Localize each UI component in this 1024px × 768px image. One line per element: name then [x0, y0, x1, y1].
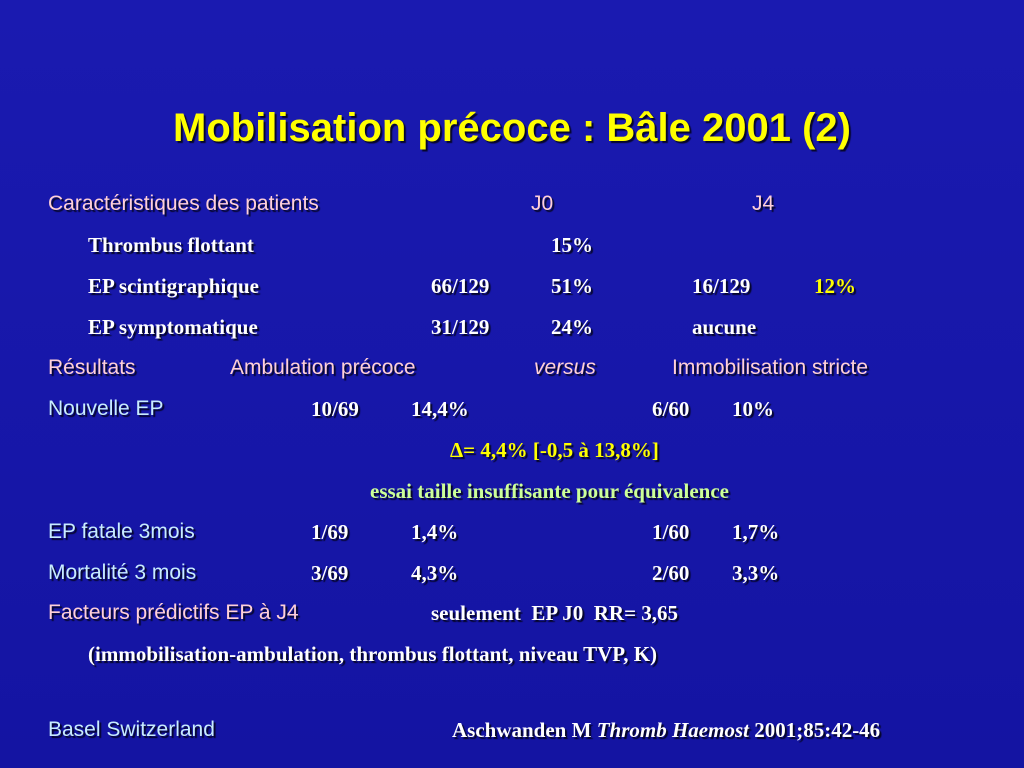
versus-label: versus — [534, 356, 596, 379]
citation-author: Aschwanden M — [452, 718, 597, 742]
column-j4: J4 — [752, 192, 775, 215]
new-ep-label: Nouvelle EP — [48, 397, 164, 420]
column-j0: J0 — [531, 192, 554, 215]
delta-icon: Δ — [450, 438, 464, 462]
row-ep-sympt-j0-pct: 24% — [551, 315, 593, 339]
citation-details: 2001;85:42-46 — [748, 718, 881, 742]
row-name-ep-sympt: EP symptomatique — [88, 315, 258, 339]
arm-b-label: Immobilisation stricte — [672, 356, 869, 379]
mortality-b-pct: 3,3% — [732, 561, 780, 585]
mortality-a-count: 3/69 — [311, 561, 349, 585]
delta-value: = 4,4% [-0,5 à 13,8%] — [463, 438, 659, 462]
mortality-label: Mortalité 3 mois — [48, 561, 197, 584]
row-ep-sympt-j0-count: 31/129 — [431, 315, 490, 339]
results-label: Résultats — [48, 356, 136, 379]
predictors-value: seulement EP J0 RR= 3,65 — [431, 601, 679, 625]
fatal-ep-b-pct: 1,7% — [732, 520, 780, 544]
row-ep-scinti-j4-pct: 12% — [814, 274, 856, 298]
characteristics-label: Caractéristiques des patients — [48, 192, 319, 215]
new-ep-a-pct: 14,4% — [411, 397, 469, 421]
equivalence-note: essai taille insuffisante pour équivalence — [370, 479, 729, 503]
delta-line — [450, 440, 659, 461]
row-name-thrombus: Thrombus flottant — [88, 233, 254, 257]
row-ep-sympt-j4-count: aucune — [692, 315, 757, 339]
row-ep-scinti-j4-count: 16/129 — [692, 274, 751, 298]
mortality-a-pct: 4,3% — [411, 561, 459, 585]
fatal-ep-b-count: 1/60 — [652, 520, 690, 544]
fatal-ep-a-pct: 1,4% — [411, 520, 459, 544]
new-ep-a-count: 10/69 — [311, 397, 359, 421]
slide-title: Mobilisation précoce : Bâle 2001 (2) — [173, 106, 851, 150]
predictors-label: Facteurs prédictifs EP à J4 — [48, 601, 299, 624]
row-ep-scinti-j0-pct: 51% — [551, 274, 593, 298]
arm-a-label: Ambulation précoce — [230, 356, 416, 379]
row-thrombus-j0-pct: 15% — [551, 233, 593, 257]
predictors-detail: (immobilisation-ambulation, thrombus flottant, niveau TVP, K) — [88, 642, 658, 666]
citation-journal: Thromb Haemost — [596, 718, 749, 742]
new-ep-b-pct: 10% — [732, 397, 774, 421]
citation — [452, 720, 880, 741]
row-name-ep-scinti: EP scintigraphique — [88, 274, 259, 298]
location-label: Basel Switzerland — [48, 718, 215, 741]
mortality-b-count: 2/60 — [652, 561, 690, 585]
row-ep-scinti-j0-count: 66/129 — [431, 274, 490, 298]
new-ep-b-count: 6/60 — [652, 397, 690, 421]
fatal-ep-a-count: 1/69 — [311, 520, 349, 544]
fatal-ep-label: EP fatale 3mois — [48, 520, 195, 543]
